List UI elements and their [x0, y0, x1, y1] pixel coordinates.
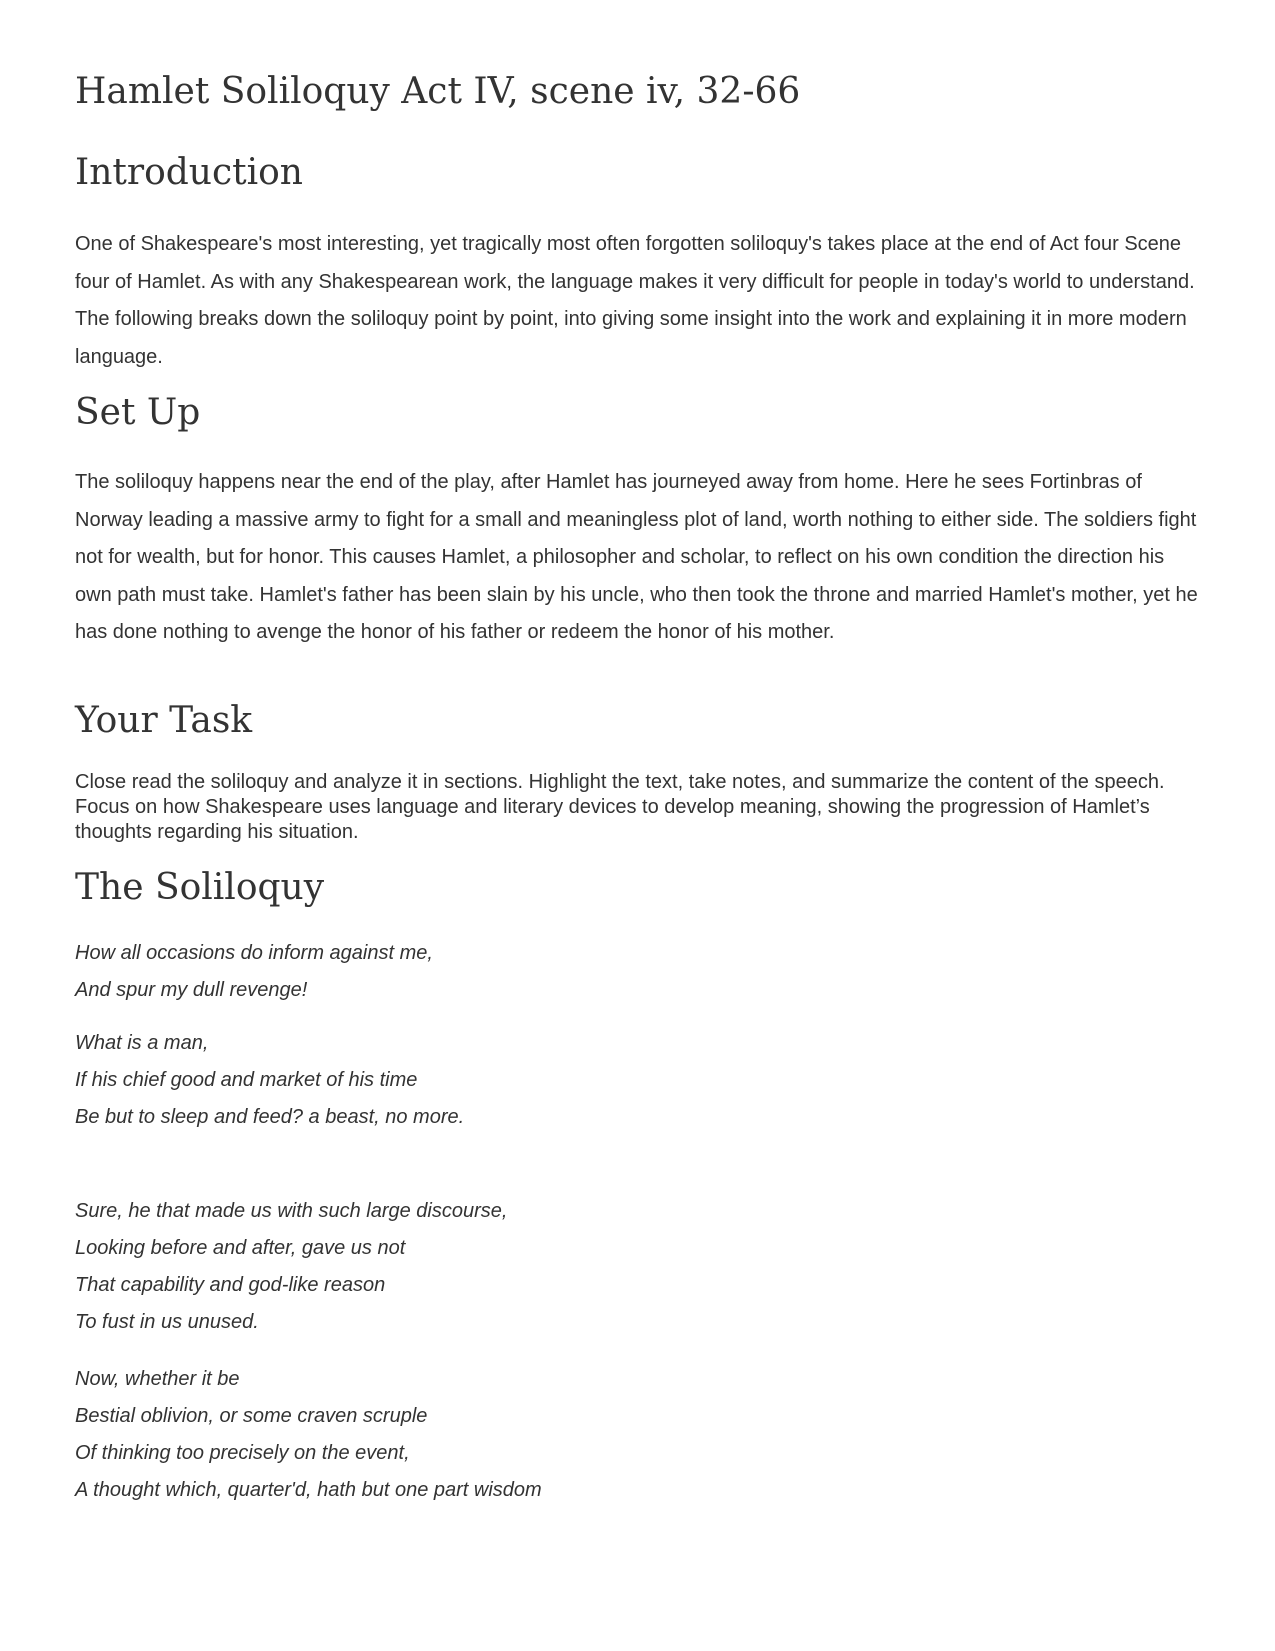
soliloquy-line: Looking before and after, gave us not [75, 1237, 406, 1259]
soliloquy-line: That capability and god-like reason [75, 1274, 386, 1296]
set-up-paragraph: The soliloquy happens near the end of the play, after Hamlet has journeyed away from home. Here he sees Fortinbras of Norway leading a massive army to fight for a small and meaningless plot of land, worth nothing to either side. The soldiers fight not for wealth, but for honor. This causes Hamlet, a philosopher and scholar, to reflect on his own condition the direction his own path must take. Hamlet's father has been slain by his uncle, who then took the throne and married Hamlet's mother, yet he has done nothing to avenge the honor of his father or redeem the honor of his mother. [75, 471, 1198, 644]
heading-your-task: Your Task [75, 700, 253, 741]
soliloquy-line: And spur my dull revenge! [75, 979, 308, 1001]
soliloquy-line: Of thinking too precisely on the event, [75, 1442, 410, 1464]
soliloquy-line: If his chief good and market of his time [75, 1069, 418, 1091]
soliloquy-line: To fust in us unused. [75, 1311, 259, 1333]
document-title: Hamlet Soliloquy Act IV, scene iv, 32-66 [75, 71, 801, 112]
soliloquy-line: Sure, he that made us with such large discourse, [75, 1200, 508, 1222]
your-task-paragraph: Close read the soliloquy and analyze it in sections. Highlight the text, take notes, and summarize the content of the speech. Focus on how Shakespeare uses language and literary devices to develop meaning, showing the progression of Hamlet’s thoughts regarding his situation. [75, 771, 1165, 843]
soliloquy-line: How all occasions do inform against me, [75, 942, 433, 964]
introduction-paragraph: One of Shakespeare's most interesting, yet tragically most often forgotten soliloquy's takes place at the end of Act four Scene four of Hamlet. As with any Shakespearean work, the language makes it very difficult for people in today's world to understand. The following breaks down the soliloquy point by point, into giving some insight into the work and explaining it in more modern language. [75, 233, 1195, 368]
heading-introduction: Introduction [75, 152, 303, 193]
soliloquy-line: Be but to sleep and feed? a beast, no more. [75, 1106, 465, 1128]
soliloquy-line: A thought which, quarter'd, hath but one part wisdom [75, 1479, 542, 1501]
heading-set-up: Set Up [75, 392, 201, 433]
soliloquy-line: Bestial oblivion, or some craven scruple [75, 1405, 428, 1427]
soliloquy-line: What is a man, [75, 1032, 209, 1054]
soliloquy-line: Now, whether it be [75, 1368, 240, 1390]
heading-the-soliloquy: The Soliloquy [75, 867, 325, 908]
